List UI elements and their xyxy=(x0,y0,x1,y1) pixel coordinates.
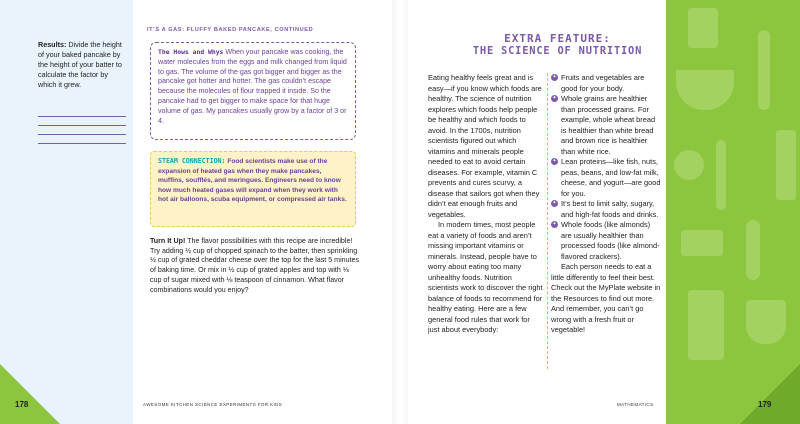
right-corner-triangle xyxy=(740,364,800,424)
left-corner-triangle xyxy=(0,364,60,424)
plate-silhouette-icon xyxy=(674,150,704,180)
feature-title-line2: THE SCIENCE OF NUTRITION xyxy=(472,45,643,57)
list-item xyxy=(551,157,661,199)
feature-title xyxy=(455,33,660,57)
bowl-silhouette-icon xyxy=(676,70,734,110)
spatula-silhouette-icon xyxy=(758,30,770,110)
food-rules-list xyxy=(551,73,661,262)
feature-title-line1: EXTRA FEATURE: xyxy=(504,32,611,45)
turn-text: The flavor possibilities with this recipe are incredible! Try adding ½ cup of chopped spinach to the batter, then sprinkling ½ cup of grated cheddar cheese over the top for the last 5 minutes of baking time. Or mix in ½ cup of grated apples and top with ⅛ cup of sugar mixed with ⅛ teaspoon of cinnamon. What flavor combinations would you enjoy? xyxy=(150,237,359,294)
whisk-silhouette-icon xyxy=(716,140,726,210)
footer-subject: MATHEMATICS xyxy=(617,402,654,407)
steam-text: Food scientists make use of the expansion of heated gas when they make pancakes, muffins, soufflés, and meringues. Engineers need to know how much heated gases will expand when they work with hot air balloons, scuba equipment, or compressed air tanks. xyxy=(158,158,347,203)
list-item-text: Fruits and vegetables are good for your body. xyxy=(561,73,645,93)
answer-line xyxy=(38,135,126,144)
answer-line xyxy=(38,117,126,126)
answer-line xyxy=(38,126,126,135)
page-number-right: 179 xyxy=(758,400,772,409)
closing-paragraph: Each person needs to eat a little differently to feel their best. Check out the MyPlate website in the Resources to find out more. And remember, you can’t go wrong with a fresh fruit or vegetable! xyxy=(551,262,661,334)
running-head: IT’S A GAS: FLUFFY BAKED PANCAKE, CONTINUED xyxy=(147,27,314,33)
mug-silhouette-icon xyxy=(746,300,786,344)
bullet-icon: ✦ xyxy=(552,95,557,101)
bullet-icon: ✦ xyxy=(552,74,557,80)
answer-lines xyxy=(38,108,126,144)
list-item xyxy=(551,94,661,157)
steam-heading: STEAM CONNECTION: xyxy=(158,157,226,165)
bullet-icon: ✦ xyxy=(552,158,557,164)
paragraph: Eating healthy feels great and is easy—if you know which foods are healthy. The science of nutrition explores which foods help people be healthy and which foods to avoid. In the 1700s, nutrition scientists figured out which vitamins and minerals people needed to eat to avoid certain diseases. For example, vitamin C prevents and cures scurvy, a disease that sailors got when they didn’t eat enough fruits and vegetables. xyxy=(428,73,542,219)
green-kitchen-panel xyxy=(666,0,800,424)
list-item-text: It’s best to limit salty, sugary, and high-fat foods and drinks. xyxy=(561,199,659,219)
pot-silhouette-icon xyxy=(681,230,723,256)
results-note xyxy=(38,40,128,90)
pitcher-silhouette-icon xyxy=(688,290,724,360)
list-item-text: Lean proteins—like fish, nuts, peas, beans, and low-fat milk, cheese, and yogurt—are good for you. xyxy=(561,157,661,198)
list-item xyxy=(551,220,661,262)
bottle-silhouette-icon xyxy=(776,130,796,200)
grater-silhouette-icon xyxy=(688,8,718,48)
turn-it-up xyxy=(150,237,360,295)
page-number-left: 178 xyxy=(15,400,29,409)
hows-and-whys-box xyxy=(150,42,356,140)
nutrition-column-right xyxy=(551,73,661,336)
nutrition-column-left xyxy=(428,73,543,336)
footer-book-title: AWESOME KITCHEN SCIENCE EXPERIMENTS FOR KIDS xyxy=(143,402,283,407)
bullet-icon: ✦ xyxy=(552,200,557,206)
list-item xyxy=(551,73,661,94)
hows-heading: The Hows and Whys xyxy=(158,48,224,56)
hows-text: When your pancake was cooking, the water molecules from the eggs and milk changed from liquid to gas. The volume of the gas got bigger and bigger as the pancake got hotter and hotter. The gas couldn’t escape because the molecules of flour trapped it inside. So the pancake had to get bigger to make space for that huge volume of gas. My pancakes usually grow by a factor of 3 or 4. xyxy=(158,48,347,125)
turn-label: Turn It Up! xyxy=(150,237,186,245)
book-gutter xyxy=(392,0,408,424)
spoon-silhouette-icon xyxy=(746,220,760,280)
results-label: Results: xyxy=(38,40,67,49)
list-item xyxy=(551,199,661,220)
list-item-text: Whole foods (like almonds) are usually healthier than processed foods (like almond-flavored crackers). xyxy=(561,220,660,261)
list-item-text: Whole grains are healthier than processed grains. For example, whole wheat bread is healthier than white bread and brown rice is healthier than white rice. xyxy=(561,94,656,156)
steam-connection-box xyxy=(150,151,356,227)
answer-line xyxy=(38,108,126,117)
paragraph: In modern times, most people eat a variety of foods and aren’t missing important vitamins or minerals. Instead, people have to worry about eating too many unhealthy foods. Nutrition scientists work to discover the right balance of foods to recommend for healthy eating. Here are a few general food rules that work for just about everybody: xyxy=(428,220,543,334)
bullet-icon: ✦ xyxy=(552,221,557,227)
results-text: Divide the height of your baked pancake by the height of your batter to calculate the factor by which it grew. xyxy=(38,40,122,89)
column-divider xyxy=(547,73,548,369)
